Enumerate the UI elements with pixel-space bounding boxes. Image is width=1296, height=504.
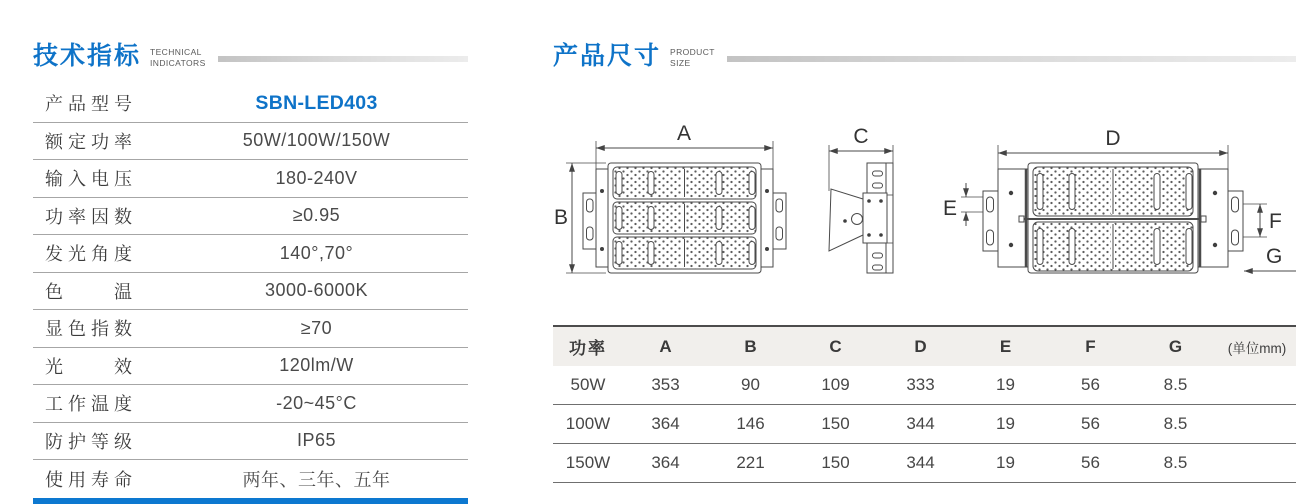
spec-value: 120lm/W bbox=[279, 355, 354, 376]
size-cell: 56 bbox=[1081, 375, 1100, 394]
size-cell: 19 bbox=[996, 453, 1015, 472]
size-cell: 8.5 bbox=[1163, 375, 1188, 394]
spec-value: ≥0.95 bbox=[292, 205, 341, 226]
size-col-b: B bbox=[744, 336, 757, 356]
size-col-c: C bbox=[829, 336, 842, 356]
dim-label-f: F bbox=[1269, 210, 1282, 233]
size-col-e: E bbox=[999, 336, 1012, 356]
size-row-50w bbox=[553, 366, 1296, 405]
size-col-g: G bbox=[1168, 336, 1183, 356]
spec-label: 输入电压 bbox=[45, 169, 137, 190]
spec-label: 使用寿命 bbox=[45, 469, 137, 490]
spec-row-power-factor bbox=[33, 198, 468, 236]
spec-row-lifespan bbox=[33, 460, 468, 498]
header-rule bbox=[218, 56, 468, 62]
size-col-a: A bbox=[659, 336, 672, 356]
size-cell: 100W bbox=[565, 414, 611, 433]
size-col-f: F bbox=[1085, 336, 1096, 356]
product-size-section bbox=[553, 44, 1296, 504]
size-cell: 353 bbox=[651, 375, 680, 394]
size-table bbox=[553, 325, 1296, 483]
size-col-d: D bbox=[914, 336, 927, 356]
dimension-e bbox=[943, 183, 983, 226]
spec-value: 50W/100W/150W bbox=[242, 130, 391, 151]
subtitle-line: INDICATORS bbox=[150, 57, 206, 68]
size-cell: 344 bbox=[906, 414, 935, 433]
dimension-diagrams bbox=[553, 103, 1296, 315]
size-cell: 8.5 bbox=[1163, 414, 1188, 433]
dimension-a bbox=[596, 122, 773, 169]
subtitle-line: PRODUCT bbox=[670, 47, 715, 57]
header-rule bbox=[727, 56, 1296, 62]
spec-label: 防护等级 bbox=[45, 431, 137, 452]
front-view-3-modules-drawing bbox=[554, 122, 786, 273]
size-cell: 19 bbox=[996, 375, 1015, 394]
spec-table bbox=[33, 85, 468, 504]
size-cell: 364 bbox=[651, 453, 680, 472]
dimension-g bbox=[1244, 245, 1296, 271]
led-modules bbox=[613, 167, 756, 269]
size-cell: 8.5 bbox=[1163, 453, 1188, 472]
dimension-b bbox=[554, 163, 606, 273]
spec-row-rated-power bbox=[33, 123, 468, 161]
spec-label: 光 效 bbox=[45, 356, 137, 377]
spec-row-cri bbox=[33, 310, 468, 348]
spec-row-working-temperature bbox=[33, 385, 468, 423]
side-view-drawing bbox=[829, 125, 893, 273]
spec-label: 产品型号 bbox=[45, 94, 137, 115]
spec-rows bbox=[33, 85, 468, 498]
size-cell: 56 bbox=[1081, 453, 1100, 472]
size-cell: 146 bbox=[736, 414, 765, 433]
spec-row-model bbox=[33, 85, 468, 123]
spec-table-footer-bar bbox=[33, 498, 468, 504]
spec-label: 色 温 bbox=[45, 281, 137, 302]
spec-label: 功率因数 bbox=[45, 206, 137, 227]
subtitle-line: TECHNICAL bbox=[150, 47, 202, 57]
size-cell: 19 bbox=[996, 414, 1015, 433]
product-size-header bbox=[553, 44, 1296, 69]
size-cell: 109 bbox=[821, 375, 850, 394]
size-table-header bbox=[553, 327, 1296, 366]
technical-indicators-title: 技术指标 bbox=[33, 42, 142, 70]
size-cell: 150 bbox=[821, 414, 850, 433]
bracket-plate bbox=[863, 193, 887, 243]
product-size-title: 产品尺寸 bbox=[553, 42, 662, 70]
dimension-f bbox=[1243, 204, 1282, 237]
size-cell: 221 bbox=[736, 453, 765, 472]
dim-label-c: C bbox=[853, 125, 869, 148]
spec-label: 工作温度 bbox=[45, 394, 137, 415]
spec-row-luminous-efficacy bbox=[33, 348, 468, 386]
spec-value: 180-240V bbox=[275, 167, 358, 188]
center-bar bbox=[1019, 216, 1206, 222]
dim-label-d: D bbox=[1105, 127, 1121, 150]
dim-label-a: A bbox=[676, 122, 692, 145]
size-cell: 150W bbox=[565, 453, 611, 472]
size-cell: 364 bbox=[651, 414, 680, 433]
spec-row-color-temperature bbox=[33, 273, 468, 311]
dimension-c bbox=[829, 125, 893, 191]
size-cell: 344 bbox=[906, 453, 935, 472]
size-cell: 90 bbox=[741, 375, 760, 394]
size-cell: 50W bbox=[570, 375, 606, 394]
size-cell: 56 bbox=[1081, 414, 1100, 433]
spec-value: IP65 bbox=[296, 430, 337, 451]
product-size-subtitle bbox=[670, 47, 715, 68]
spec-row-input-voltage bbox=[33, 160, 468, 198]
subtitle-line: SIZE bbox=[670, 57, 691, 68]
spec-label: 额定功率 bbox=[45, 131, 137, 152]
size-col-power: 功率 bbox=[569, 339, 607, 358]
size-cell: 333 bbox=[906, 375, 935, 394]
dim-label-e: E bbox=[942, 197, 957, 220]
technical-indicators-subtitle bbox=[150, 47, 206, 68]
spec-label: 显色指数 bbox=[45, 319, 137, 340]
dim-label-b: B bbox=[553, 206, 569, 229]
technical-indicators-header bbox=[33, 44, 468, 69]
spec-value: ≥70 bbox=[300, 317, 333, 338]
spec-row-ip-rating bbox=[33, 423, 468, 461]
spec-label: 发光角度 bbox=[45, 244, 137, 265]
size-cell: 150 bbox=[821, 453, 850, 472]
spec-value: 两年、三年、五年 bbox=[242, 469, 391, 490]
spec-value: 140°,70° bbox=[279, 242, 354, 263]
front-view-2-modules-drawing bbox=[943, 127, 1296, 273]
size-row-150w bbox=[553, 444, 1296, 483]
fan-bracket bbox=[829, 189, 863, 251]
size-row-100w bbox=[553, 405, 1296, 444]
spec-value: 3000-6000K bbox=[264, 280, 369, 301]
spec-value-model-number: SBN-LED403 bbox=[255, 91, 378, 114]
spec-value: -20~45°C bbox=[276, 392, 357, 413]
unit-note: (单位mm) bbox=[1227, 340, 1287, 356]
technical-indicators-section bbox=[33, 42, 468, 490]
spec-row-beam-angle bbox=[33, 235, 468, 273]
dim-label-g: G bbox=[1266, 245, 1283, 268]
